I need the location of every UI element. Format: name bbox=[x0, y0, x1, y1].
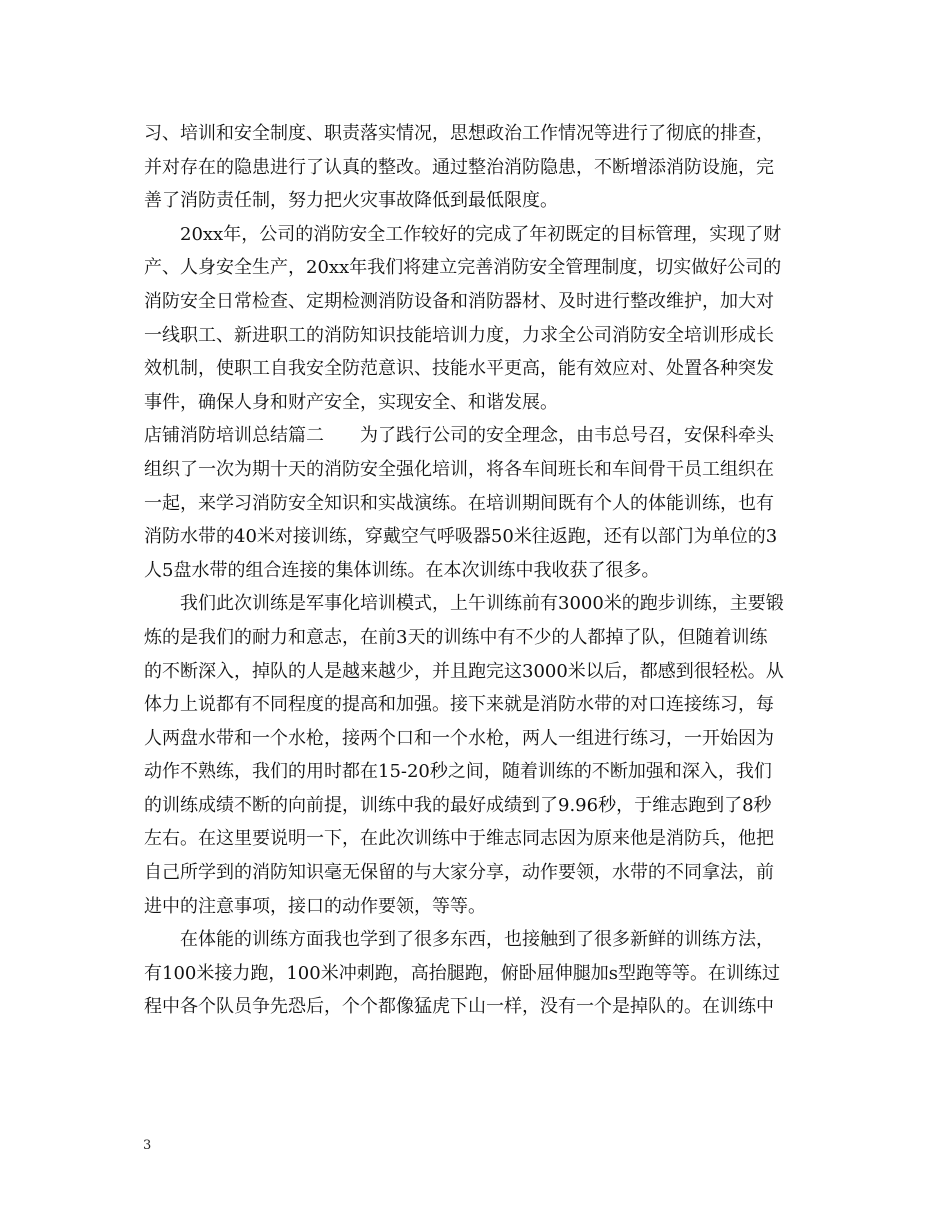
text-line: 一起，来学习消防安全知识和实战演练。在培训期间既有个人的体能训练，也有 bbox=[144, 492, 774, 514]
text-line: 善了消防责任制，努力把火灾事故降低到最低限度。 bbox=[144, 190, 558, 212]
text-line: 左右。在这里要说明一下，在此次训练中于维志同志因为原来他是消防兵，他把 bbox=[144, 828, 774, 850]
text-line: 进中的注意事项，接口的动作要领，等等。 bbox=[144, 895, 486, 917]
text-line: 人5盘水带的组合连接的集体训练。在本次训练中我收获了很多。 bbox=[144, 559, 660, 581]
page-number: 3 bbox=[143, 1138, 152, 1153]
text-line: 并对存在的隐患进行了认真的整改。通过整治消防隐患，不断增添消防设施，完 bbox=[144, 156, 774, 178]
text-line: 20xx年，公司的消防安全工作较好的完成了年初既定的目标管理，实现了财 bbox=[180, 223, 782, 245]
text-line: 事件，确保人身和财产安全，实现安全、和谐发展。 bbox=[144, 391, 558, 413]
text-line: 习、培训和安全制度、职责落实情况，思想政治工作情况等进行了彻底的排查， bbox=[144, 123, 774, 144]
text-line: 动作不熟练，我们的用时都在15-20秒之间，随着训练的不断加强和深入，我们 bbox=[144, 761, 772, 783]
text-line: 的不断深入，掉队的人是越来越少，并且跑完这3000米以后，都感到很轻松。从 bbox=[144, 660, 784, 682]
text-line: 产、人身安全生产，20xx年我们将建立完善消防安全管理制度，切实做好公司的 bbox=[144, 257, 782, 279]
text-line: 体力上说都有不同程度的提高和加强。接下来就是消防水带的对口连接练习，每 bbox=[144, 694, 774, 716]
text-line: 的训练成绩不断的向前提，训练中我的最好成绩到了9.96秒，于维志跑到了8秒 bbox=[144, 794, 772, 816]
text-line: 自己所学到的消防知识毫无保留的与大家分享，动作要领，水带的不同拿法，前 bbox=[144, 862, 774, 884]
text-line: 组织了一次为期十天的消防安全强化培训，将各车间班长和车间骨干员工组织在 bbox=[144, 458, 774, 480]
section-heading-line: 店铺消防培训总结篇二 为了践行公司的安全理念，由韦总号召，安保科牵头 bbox=[144, 425, 774, 447]
text-line: 在体能的训练方面我也学到了很多东西，也接触到了很多新鲜的训练方法， bbox=[180, 929, 774, 951]
text-line: 消防安全日常检查、定期检测消防设备和消防器材、及时进行整改维护，加大对 bbox=[144, 290, 774, 312]
text-line: 消防水带的40米对接训练，穿戴空气呼吸器50米往返跑，还有以部门为单位的3 bbox=[144, 526, 778, 548]
body-text bbox=[144, 117, 808, 1024]
text-line: 人两盘水带和一个水枪，接两个口和一个水枪，两人一组进行练习，一开始因为 bbox=[144, 727, 774, 749]
text-line: 炼的是我们的耐力和意志，在前3天的训练中有不少的人都掉了队，但随着训练 bbox=[144, 626, 768, 648]
text-line: 效机制，使职工自我安全防范意识、技能水平更高，能有效应对、处置各种突发 bbox=[144, 358, 774, 380]
text-line: 程中各个队员争先恐后，个个都像猛虎下山一样，没有一个是掉队的。在训练中 bbox=[144, 996, 774, 1018]
text-line: 我们此次训练是军事化培训模式，上午训练前有3000米的跑步训练，主要锻 bbox=[180, 593, 784, 615]
text-line: 有100米接力跑，100米冲刺跑，高抬腿跑，俯卧屈伸腿加s型跑等等。在训练过 bbox=[144, 962, 780, 984]
text-line: 一线职工、新进职工的消防知识技能培训力度，力求全公司消防安全培训形成长 bbox=[144, 324, 774, 346]
